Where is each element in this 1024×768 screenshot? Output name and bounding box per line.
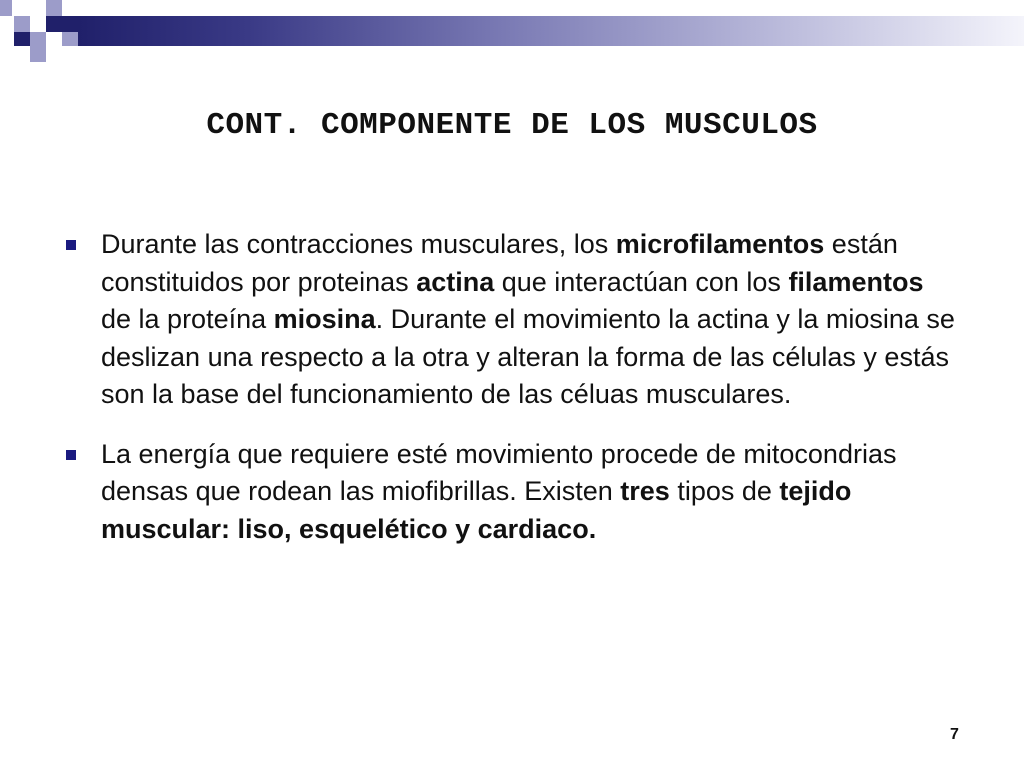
- decor-square: [30, 16, 46, 32]
- page-number: 7: [950, 726, 959, 743]
- decor-square: [46, 0, 62, 16]
- decor-square: [0, 0, 12, 16]
- square-bullet-icon: [66, 240, 76, 250]
- slide-title: CONT. COMPONENTE DE LOS MUSCULOS: [206, 108, 818, 143]
- decor-square: [14, 32, 30, 46]
- decor-square: [30, 46, 46, 62]
- header-gradient-band: [78, 16, 1024, 46]
- bullet-text: Durante las contracciones musculares, los microfilamentos están constituidos por proteinas actina que interactúan con los filamentos de la proteína miosina. Durante el movimiento la actina y la miosina se deslizan una respecto a la otra y alteran la forma de las células y estás son la base del funcionamiento de las céluas musculares.: [101, 229, 955, 409]
- bullet-item: [60, 436, 960, 549]
- bullet-text: La energía que requiere esté movimiento procede de mitocondrias densas que rodean las miofibrillas. Existen tres tipos de tejido muscular: liso, esquelético y cardiaco.: [101, 438, 897, 544]
- decor-square: [12, 0, 28, 16]
- bullet-list: [60, 226, 960, 570]
- decor-square: [30, 32, 46, 46]
- decor-square: [46, 32, 62, 46]
- decor-square: [46, 16, 62, 32]
- decor-square: [62, 0, 78, 16]
- bullet-item: [60, 226, 960, 414]
- decor-square: [62, 16, 78, 32]
- decor-square: [14, 16, 30, 32]
- square-bullet-icon: [66, 450, 76, 460]
- decor-square: [62, 32, 78, 46]
